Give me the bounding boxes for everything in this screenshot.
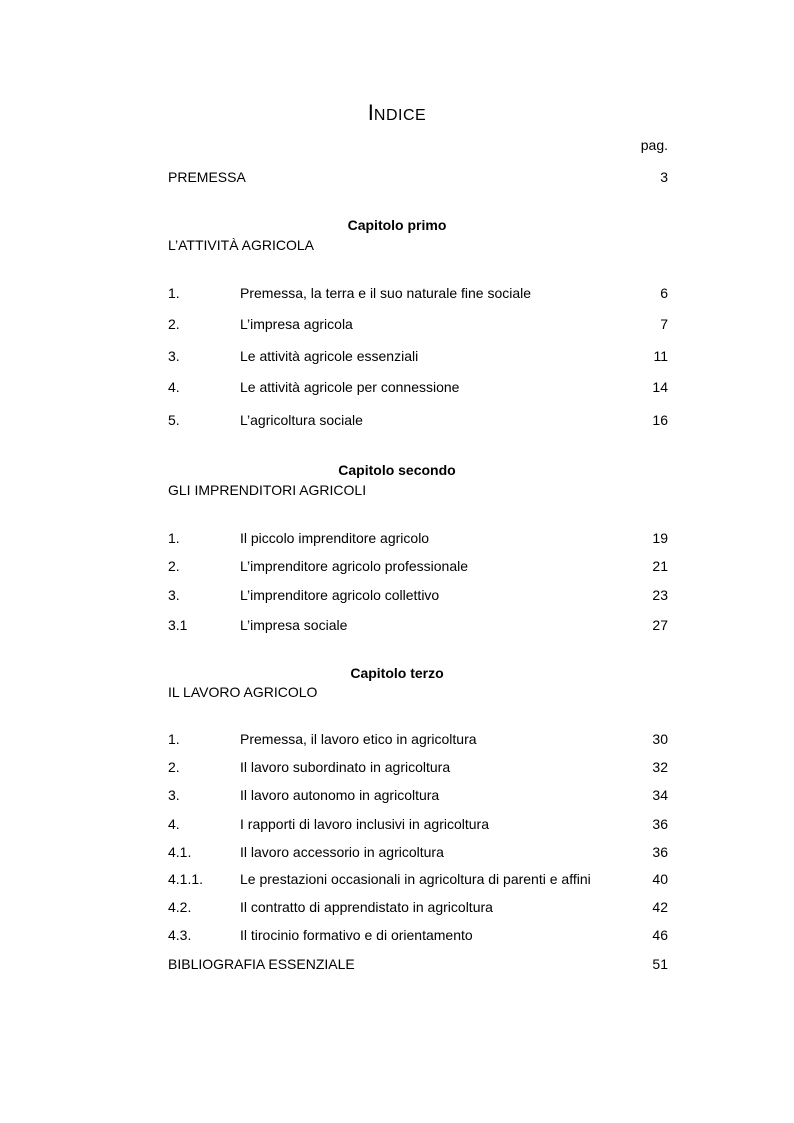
- toc-entry-page: 11: [653, 348, 668, 364]
- chapter-2-heading: Capitolo secondo: [338, 462, 456, 478]
- title-initial: I: [367, 100, 374, 125]
- toc-premessa-page: 3: [660, 169, 668, 185]
- toc-entry-number: 4.1.1.: [168, 871, 204, 887]
- toc-entry-title[interactable]: Premessa, la terra e il suo naturale fine sociale: [240, 285, 532, 301]
- toc-entry-title[interactable]: L’agricoltura sociale: [240, 412, 363, 428]
- toc-entry-page: 34: [652, 787, 668, 803]
- toc-entry-page: 32: [652, 759, 668, 775]
- toc-entry-page: 30: [652, 731, 668, 747]
- toc-entry-page: 42: [652, 899, 668, 915]
- toc-entry-title[interactable]: Il tirocinio formativo e di orientamento: [240, 927, 473, 943]
- toc-bibliografia-label[interactable]: BIBLIOGRAFIA ESSENZIALE: [168, 956, 355, 972]
- toc-entry-title[interactable]: Premessa, il lavoro etico in agricoltura: [240, 731, 477, 747]
- chapter-3-subtitle: IL LAVORO AGRICOLO: [168, 684, 318, 700]
- toc-entry-number: 4.: [168, 816, 180, 832]
- toc-entry-title[interactable]: Il contratto di apprendistato in agricoltura: [240, 899, 493, 915]
- toc-entry-page: 40: [652, 871, 668, 887]
- toc-entry-page: 19: [652, 530, 668, 546]
- toc-entry-page: 16: [652, 412, 668, 428]
- page-title: [0, 100, 794, 126]
- toc-entry-title[interactable]: Le attività agricole per connessione: [240, 379, 460, 395]
- toc-bibliografia-page: 51: [652, 956, 668, 972]
- toc-entry-title[interactable]: I rapporti di lavoro inclusivi in agricoltura: [240, 816, 489, 832]
- toc-entry-number: 1.: [168, 530, 180, 546]
- toc-entry-title[interactable]: Le prestazioni occasionali in agricoltura di parenti e affini: [240, 871, 591, 887]
- toc-entry-number: 3.: [168, 348, 180, 364]
- chapter-1-subtitle: L’ATTIVITÀ AGRICOLA: [168, 237, 315, 253]
- page-column-label: pag.: [640, 137, 668, 153]
- toc-entry-page: 36: [652, 816, 668, 832]
- toc-entry-title[interactable]: Il piccolo imprenditore agricolo: [240, 530, 430, 546]
- toc-entry-number: 4.3.: [168, 927, 192, 943]
- toc-entry-page: 6: [660, 285, 668, 301]
- toc-premessa-label[interactable]: PREMESSA: [168, 169, 246, 185]
- toc-entry-page: 46: [652, 927, 668, 943]
- toc-entry-number: 3.1: [168, 617, 188, 633]
- chapter-1-heading: Capitolo primo: [347, 217, 447, 233]
- toc-entry-page: 36: [652, 844, 668, 860]
- toc-entry-number: 2.: [168, 558, 180, 574]
- toc-entry-title[interactable]: L’impresa agricola: [240, 316, 353, 332]
- toc-entry-number: 3.: [168, 787, 180, 803]
- toc-entry-page: 23: [652, 587, 668, 603]
- toc-entry-title[interactable]: Le attività agricole essenziali: [240, 348, 419, 364]
- toc-entry-number: 4.: [168, 379, 180, 395]
- toc-entry-number: 4.2.: [168, 899, 192, 915]
- toc-entry-number: 5.: [168, 412, 180, 428]
- toc-entry-number: 4.1.: [168, 844, 192, 860]
- toc-entry-page: 27: [652, 617, 668, 633]
- toc-entry-page: 14: [652, 379, 668, 395]
- chapter-2-subtitle: GLI IMPRENDITORI AGRICOLI: [168, 482, 367, 498]
- toc-entry-title[interactable]: Il lavoro accessorio in agricoltura: [240, 844, 444, 860]
- title-rest: NDICE: [373, 107, 427, 124]
- chapter-3-heading: Capitolo terzo: [350, 665, 444, 681]
- toc-entry-number: 2.: [168, 759, 180, 775]
- toc-entry-number: 1.: [168, 731, 180, 747]
- toc-entry-page: 21: [652, 558, 668, 574]
- toc-entry-number: 2.: [168, 316, 180, 332]
- toc-entry-title[interactable]: L’impresa sociale: [240, 617, 348, 633]
- toc-entry-title[interactable]: L’imprenditore agricolo collettivo: [240, 587, 440, 603]
- toc-entry-title[interactable]: Il lavoro autonomo in agricoltura: [240, 787, 440, 803]
- toc-entry-page: 7: [660, 316, 668, 332]
- toc-entry-number: 1.: [168, 285, 180, 301]
- toc-entry-title[interactable]: Il lavoro subordinato in agricoltura: [240, 759, 451, 775]
- toc-entry-title[interactable]: L’imprenditore agricolo professionale: [240, 558, 469, 574]
- toc-entry-number: 3.: [168, 587, 180, 603]
